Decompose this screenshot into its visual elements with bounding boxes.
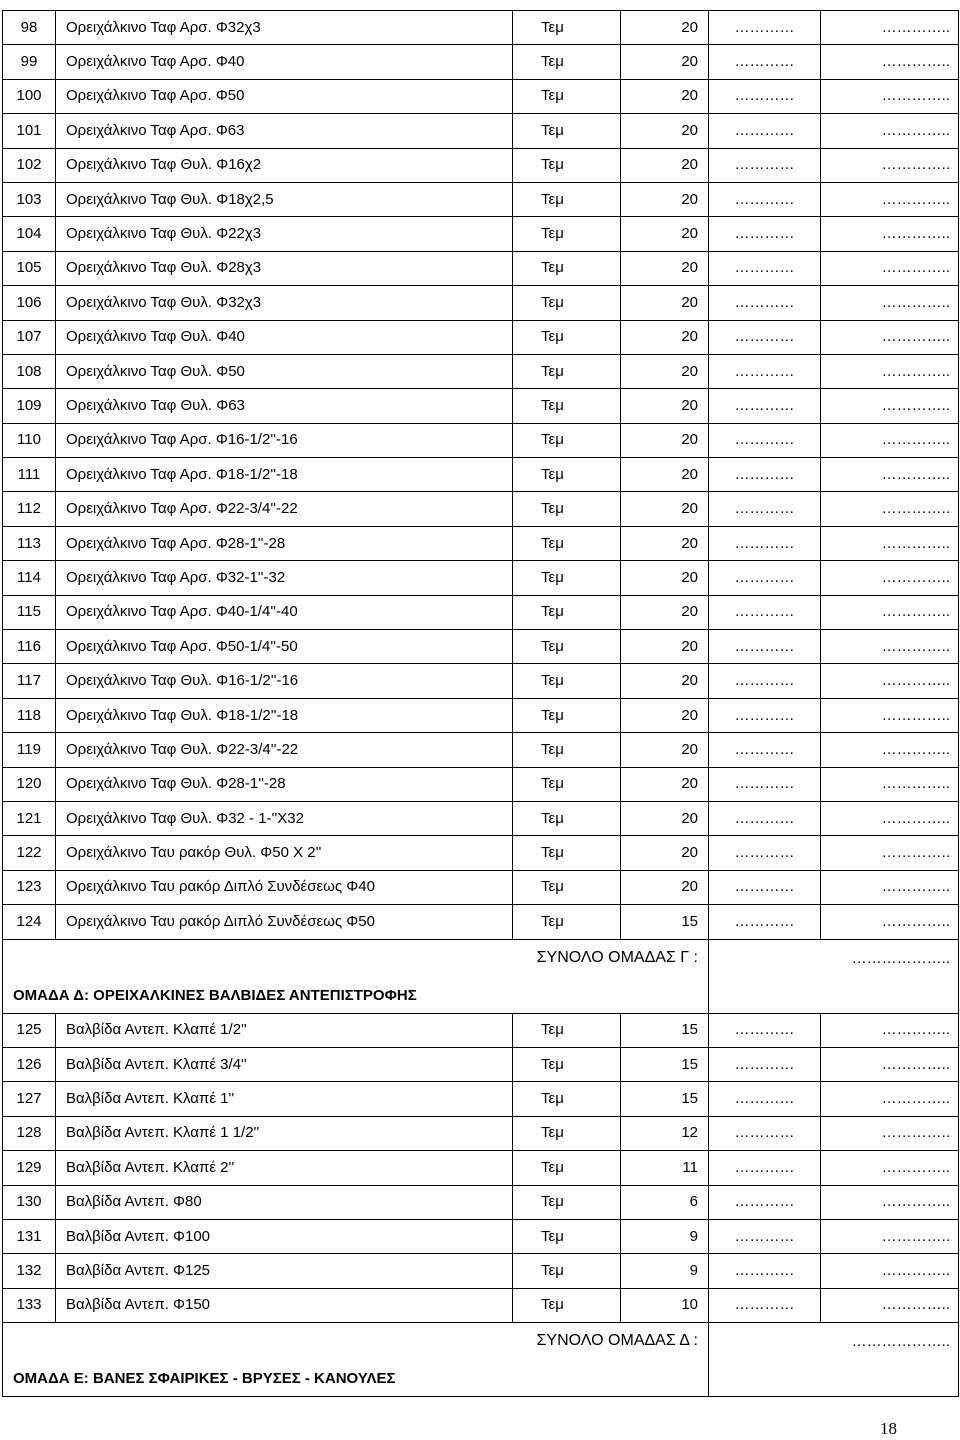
item-total: ………….. bbox=[821, 526, 959, 560]
item-description: Ορειχάλκινο Ταφ Θυλ. Φ18-1/2''-18 bbox=[56, 698, 513, 732]
item-description: Βαλβίδα Αντεπ. Κλαπέ 2'' bbox=[56, 1151, 513, 1185]
group-d-total-value: ……………….. bbox=[709, 1323, 959, 1397]
item-description: Ορειχάλκινο Ταφ Θυλ. Φ63 bbox=[56, 389, 513, 423]
group-d-summary-row bbox=[3, 1323, 959, 1360]
table-row bbox=[3, 1047, 959, 1081]
item-number: 111 bbox=[3, 458, 56, 492]
table-row bbox=[3, 1013, 959, 1047]
item-unit-price: ………… bbox=[709, 836, 821, 870]
item-unit-price: ………… bbox=[709, 114, 821, 148]
item-quantity: 12 bbox=[621, 1116, 709, 1150]
item-unit-price: ………… bbox=[709, 148, 821, 182]
item-quantity: 20 bbox=[621, 458, 709, 492]
item-unit-price: ………… bbox=[709, 217, 821, 251]
item-description: Ορειχάλκινο Ταφ Θυλ. Φ40 bbox=[56, 320, 513, 354]
item-unit: Τεμ bbox=[513, 11, 621, 45]
item-total: ………….. bbox=[821, 45, 959, 79]
item-description: Ορειχάλκινο Ταυ ρακόρ Διπλό Συνδέσεως Φ40 bbox=[56, 870, 513, 904]
item-unit: Τεμ bbox=[513, 630, 621, 664]
item-description: Βαλβίδα Αντεπ. Κλαπέ 3/4'' bbox=[56, 1047, 513, 1081]
item-unit-price: ………… bbox=[709, 1151, 821, 1185]
item-number: 131 bbox=[3, 1219, 56, 1253]
item-unit: Τεμ bbox=[513, 1151, 621, 1185]
group-d-rows bbox=[3, 1013, 959, 1323]
item-unit-price: ………… bbox=[709, 1185, 821, 1219]
item-description: Ορειχάλκινο Ταφ Θυλ. Φ32 - 1-''Χ32 bbox=[56, 801, 513, 835]
table-row bbox=[3, 664, 959, 698]
item-total: ………….. bbox=[821, 664, 959, 698]
item-number: 126 bbox=[3, 1047, 56, 1081]
item-quantity: 15 bbox=[621, 1047, 709, 1081]
item-unit: Τεμ bbox=[513, 1082, 621, 1116]
item-unit: Τεμ bbox=[513, 354, 621, 388]
item-description: Ορειχάλκινο Ταφ Αρσ. Φ50-1/4''-50 bbox=[56, 630, 513, 664]
item-total: ………….. bbox=[821, 561, 959, 595]
item-total: ………….. bbox=[821, 767, 959, 801]
item-quantity: 20 bbox=[621, 320, 709, 354]
item-total: ………….. bbox=[821, 1151, 959, 1185]
group-c-total-value: ……………….. bbox=[709, 939, 959, 1013]
table-row bbox=[3, 1219, 959, 1253]
table-row bbox=[3, 836, 959, 870]
item-number: 114 bbox=[3, 561, 56, 595]
item-total: ………….. bbox=[821, 630, 959, 664]
table-row bbox=[3, 561, 959, 595]
item-unit: Τεμ bbox=[513, 423, 621, 457]
item-description: Ορειχάλκινο Ταφ Αρσ. Φ22-3/4''-22 bbox=[56, 492, 513, 526]
item-unit-price: ………… bbox=[709, 1047, 821, 1081]
item-quantity: 20 bbox=[621, 801, 709, 835]
item-unit: Τεμ bbox=[513, 733, 621, 767]
item-number: 108 bbox=[3, 354, 56, 388]
item-quantity: 15 bbox=[621, 905, 709, 939]
item-number: 112 bbox=[3, 492, 56, 526]
item-number: 123 bbox=[3, 870, 56, 904]
item-unit-price: ………… bbox=[709, 79, 821, 113]
table-row bbox=[3, 354, 959, 388]
item-unit: Τεμ bbox=[513, 870, 621, 904]
item-number: 124 bbox=[3, 905, 56, 939]
item-description: Ορειχάλκινο Ταφ Αρσ. Φ32-1''-32 bbox=[56, 561, 513, 595]
item-description: Ορειχάλκινο Ταφ Θυλ. Φ32χ3 bbox=[56, 286, 513, 320]
item-number: 107 bbox=[3, 320, 56, 354]
item-total: ………….. bbox=[821, 1047, 959, 1081]
item-description: Ορειχάλκινο Ταφ Θυλ. Φ22χ3 bbox=[56, 217, 513, 251]
item-number: 122 bbox=[3, 836, 56, 870]
item-quantity: 20 bbox=[621, 595, 709, 629]
item-quantity: 20 bbox=[621, 767, 709, 801]
item-unit-price: ………… bbox=[709, 458, 821, 492]
item-quantity: 20 bbox=[621, 354, 709, 388]
item-number: 98 bbox=[3, 11, 56, 45]
item-total: ………….. bbox=[821, 1013, 959, 1047]
item-unit-price: ………… bbox=[709, 1082, 821, 1116]
item-description: Βαλβίδα Αντεπ. Κλαπέ 1'' bbox=[56, 1082, 513, 1116]
item-number: 127 bbox=[3, 1082, 56, 1116]
group-c-summary-row bbox=[3, 939, 959, 976]
item-unit-price: ………… bbox=[709, 251, 821, 285]
item-description: Ορειχάλκινο Ταφ Αρσ. Φ28-1''-28 bbox=[56, 526, 513, 560]
item-number: 130 bbox=[3, 1185, 56, 1219]
item-unit-price: ………… bbox=[709, 698, 821, 732]
table-row bbox=[3, 182, 959, 216]
item-quantity: 20 bbox=[621, 11, 709, 45]
item-description: Ορειχάλκινο Ταφ Θυλ. Φ28χ3 bbox=[56, 251, 513, 285]
group-d-footer bbox=[3, 1323, 959, 1397]
item-number: 101 bbox=[3, 114, 56, 148]
table-row bbox=[3, 1185, 959, 1219]
item-number: 116 bbox=[3, 630, 56, 664]
table-row bbox=[3, 1082, 959, 1116]
item-number: 125 bbox=[3, 1013, 56, 1047]
item-description: Ορειχάλκινο Ταφ Θυλ. Φ28-1''-28 bbox=[56, 767, 513, 801]
table-row bbox=[3, 45, 959, 79]
blank-cell bbox=[3, 939, 513, 976]
item-number: 110 bbox=[3, 423, 56, 457]
item-total: ………….. bbox=[821, 458, 959, 492]
item-unit: Τεμ bbox=[513, 801, 621, 835]
item-total: ………….. bbox=[821, 698, 959, 732]
item-quantity: 20 bbox=[621, 870, 709, 904]
table-row bbox=[3, 11, 959, 45]
item-quantity: 20 bbox=[621, 836, 709, 870]
item-number: 99 bbox=[3, 45, 56, 79]
table-row bbox=[3, 492, 959, 526]
table-row bbox=[3, 870, 959, 904]
item-total: ………….. bbox=[821, 1219, 959, 1253]
item-unit: Τεμ bbox=[513, 114, 621, 148]
item-description: Βαλβίδα Αντεπ. Φ150 bbox=[56, 1288, 513, 1322]
table-row bbox=[3, 1116, 959, 1150]
item-number: 105 bbox=[3, 251, 56, 285]
item-number: 129 bbox=[3, 1151, 56, 1185]
item-quantity: 20 bbox=[621, 251, 709, 285]
item-quantity: 9 bbox=[621, 1219, 709, 1253]
item-total: ………….. bbox=[821, 286, 959, 320]
item-description: Ορειχάλκινο Ταφ Αρσ. Φ18-1/2''-18 bbox=[56, 458, 513, 492]
item-description: Βαλβίδα Αντεπ. Κλαπέ 1/2'' bbox=[56, 1013, 513, 1047]
item-total: ………….. bbox=[821, 1288, 959, 1322]
item-description: Ορειχάλκινο Ταφ Θυλ. Φ16-1/2''-16 bbox=[56, 664, 513, 698]
item-number: 106 bbox=[3, 286, 56, 320]
table-row bbox=[3, 733, 959, 767]
item-total: ………….. bbox=[821, 217, 959, 251]
item-number: 121 bbox=[3, 801, 56, 835]
item-unit: Τεμ bbox=[513, 836, 621, 870]
item-total: ………….. bbox=[821, 1254, 959, 1288]
item-unit-price: ………… bbox=[709, 526, 821, 560]
item-total: ………….. bbox=[821, 354, 959, 388]
item-number: 119 bbox=[3, 733, 56, 767]
item-number: 104 bbox=[3, 217, 56, 251]
item-description: Ορειχάλκινο Ταφ Αρσ. Φ63 bbox=[56, 114, 513, 148]
item-total: ………….. bbox=[821, 182, 959, 216]
item-quantity: 20 bbox=[621, 423, 709, 457]
table-row bbox=[3, 801, 959, 835]
item-quantity: 15 bbox=[621, 1013, 709, 1047]
item-quantity: 6 bbox=[621, 1185, 709, 1219]
item-unit-price: ………… bbox=[709, 905, 821, 939]
table-row bbox=[3, 1151, 959, 1185]
item-description: Ορειχάλκινο Ταφ Θυλ. Φ16χ2 bbox=[56, 148, 513, 182]
item-quantity: 20 bbox=[621, 286, 709, 320]
item-number: 132 bbox=[3, 1254, 56, 1288]
item-unit: Τεμ bbox=[513, 664, 621, 698]
item-quantity: 20 bbox=[621, 79, 709, 113]
item-unit-price: ………… bbox=[709, 1116, 821, 1150]
item-total: ………….. bbox=[821, 1082, 959, 1116]
item-unit-price: ………… bbox=[709, 182, 821, 216]
item-unit: Τεμ bbox=[513, 1288, 621, 1322]
table-row bbox=[3, 320, 959, 354]
item-unit: Τεμ bbox=[513, 1013, 621, 1047]
item-unit: Τεμ bbox=[513, 217, 621, 251]
item-total: ………….. bbox=[821, 79, 959, 113]
item-quantity: 20 bbox=[621, 45, 709, 79]
group-c-total-label: ΣΥΝΟΛΟ ΟΜΑΔΑΣ Γ : bbox=[513, 939, 709, 976]
group-c-footer bbox=[3, 939, 959, 1013]
item-unit: Τεμ bbox=[513, 148, 621, 182]
item-total: ………….. bbox=[821, 492, 959, 526]
item-unit-price: ………… bbox=[709, 1219, 821, 1253]
item-total: ………….. bbox=[821, 801, 959, 835]
item-quantity: 20 bbox=[621, 148, 709, 182]
item-unit: Τεμ bbox=[513, 1254, 621, 1288]
table-row bbox=[3, 698, 959, 732]
item-unit: Τεμ bbox=[513, 45, 621, 79]
item-number: 120 bbox=[3, 767, 56, 801]
item-quantity: 20 bbox=[621, 526, 709, 560]
item-number: 118 bbox=[3, 698, 56, 732]
table-row bbox=[3, 767, 959, 801]
item-quantity: 20 bbox=[621, 492, 709, 526]
item-unit: Τεμ bbox=[513, 320, 621, 354]
item-unit: Τεμ bbox=[513, 182, 621, 216]
item-unit-price: ………… bbox=[709, 1288, 821, 1322]
item-unit-price: ………… bbox=[709, 595, 821, 629]
item-total: ………….. bbox=[821, 1185, 959, 1219]
item-number: 133 bbox=[3, 1288, 56, 1322]
item-quantity: 20 bbox=[621, 182, 709, 216]
item-unit: Τεμ bbox=[513, 698, 621, 732]
item-unit: Τεμ bbox=[513, 561, 621, 595]
item-unit: Τεμ bbox=[513, 595, 621, 629]
item-quantity: 20 bbox=[621, 561, 709, 595]
item-unit-price: ………… bbox=[709, 630, 821, 664]
table-row bbox=[3, 1288, 959, 1322]
item-total: ………….. bbox=[821, 114, 959, 148]
item-quantity: 20 bbox=[621, 217, 709, 251]
item-total: ………….. bbox=[821, 11, 959, 45]
item-description: Βαλβίδα Αντεπ. Φ80 bbox=[56, 1185, 513, 1219]
item-unit: Τεμ bbox=[513, 1219, 621, 1253]
item-total: ………….. bbox=[821, 1116, 959, 1150]
item-number: 102 bbox=[3, 148, 56, 182]
item-description: Ορειχάλκινο Ταφ Αρσ. Φ40 bbox=[56, 45, 513, 79]
item-total: ………….. bbox=[821, 251, 959, 285]
item-unit-price: ………… bbox=[709, 423, 821, 457]
item-quantity: 20 bbox=[621, 389, 709, 423]
item-unit: Τεμ bbox=[513, 492, 621, 526]
item-total: ………….. bbox=[821, 423, 959, 457]
item-number: 128 bbox=[3, 1116, 56, 1150]
item-unit: Τεμ bbox=[513, 389, 621, 423]
table-row bbox=[3, 286, 959, 320]
item-unit: Τεμ bbox=[513, 458, 621, 492]
item-total: ………….. bbox=[821, 905, 959, 939]
item-unit: Τεμ bbox=[513, 905, 621, 939]
item-description: Βαλβίδα Αντεπ. Φ125 bbox=[56, 1254, 513, 1288]
table-row bbox=[3, 251, 959, 285]
blank-cell bbox=[3, 1323, 513, 1360]
table-row bbox=[3, 148, 959, 182]
item-unit-price: ………… bbox=[709, 801, 821, 835]
item-description: Ορειχάλκινο Ταφ Θυλ. Φ18χ2,5 bbox=[56, 182, 513, 216]
item-total: ………….. bbox=[821, 870, 959, 904]
item-unit: Τεμ bbox=[513, 1185, 621, 1219]
item-description: Ορειχάλκινο Ταφ Αρσ. Φ50 bbox=[56, 79, 513, 113]
item-unit: Τεμ bbox=[513, 286, 621, 320]
item-quantity: 20 bbox=[621, 664, 709, 698]
group-e-title: ΟΜΑΔΑ Ε: ΒΑΝΕΣ ΣΦΑΙΡΙΚΕΣ - ΒΡΥΣΕΣ - ΚΑΝΟΥΛΕΣ bbox=[3, 1360, 709, 1397]
item-quantity: 9 bbox=[621, 1254, 709, 1288]
item-unit-price: ………… bbox=[709, 561, 821, 595]
table-row bbox=[3, 423, 959, 457]
item-quantity: 20 bbox=[621, 733, 709, 767]
table-row bbox=[3, 905, 959, 939]
item-number: 115 bbox=[3, 595, 56, 629]
item-description: Βαλβίδα Αντεπ. Φ100 bbox=[56, 1219, 513, 1253]
item-description: Ορειχάλκινο Ταφ Αρσ. Φ40-1/4''-40 bbox=[56, 595, 513, 629]
item-total: ………….. bbox=[821, 148, 959, 182]
item-description: Ορειχάλκινο Ταφ Αρσ. Φ16-1/2''-16 bbox=[56, 423, 513, 457]
table-row bbox=[3, 458, 959, 492]
item-number: 113 bbox=[3, 526, 56, 560]
item-number: 117 bbox=[3, 664, 56, 698]
table-row bbox=[3, 630, 959, 664]
group-d-title: ΟΜΑΔΑ Δ: ΟΡΕΙΧΑΛΚΙΝΕΣ ΒΑΛΒΙΔΕΣ ΑΝΤΕΠΙΣΤΡΟΦΗΣ bbox=[3, 976, 709, 1013]
table-row bbox=[3, 595, 959, 629]
item-unit-price: ………… bbox=[709, 286, 821, 320]
table-row bbox=[3, 1254, 959, 1288]
table-row bbox=[3, 389, 959, 423]
item-total: ………….. bbox=[821, 389, 959, 423]
item-quantity: 15 bbox=[621, 1082, 709, 1116]
price-table bbox=[2, 10, 959, 1397]
page-number: 18 bbox=[880, 1419, 897, 1438]
item-number: 109 bbox=[3, 389, 56, 423]
item-number: 100 bbox=[3, 79, 56, 113]
item-unit: Τεμ bbox=[513, 1047, 621, 1081]
item-quantity: 20 bbox=[621, 114, 709, 148]
item-unit-price: ………… bbox=[709, 1254, 821, 1288]
item-number: 103 bbox=[3, 182, 56, 216]
item-total: ………….. bbox=[821, 836, 959, 870]
item-unit-price: ………… bbox=[709, 354, 821, 388]
item-unit: Τεμ bbox=[513, 251, 621, 285]
group-d-total-label: ΣΥΝΟΛΟ ΟΜΑΔΑΣ Δ : bbox=[513, 1323, 709, 1360]
item-unit-price: ………… bbox=[709, 45, 821, 79]
item-unit-price: ………… bbox=[709, 320, 821, 354]
item-unit: Τεμ bbox=[513, 79, 621, 113]
item-description: Ορειχάλκινο Ταυ ρακόρ Διπλό Συνδέσεως Φ50 bbox=[56, 905, 513, 939]
group-c-rows bbox=[3, 11, 959, 940]
item-unit-price: ………… bbox=[709, 870, 821, 904]
item-total: ………….. bbox=[821, 320, 959, 354]
item-description: Βαλβίδα Αντεπ. Κλαπέ 1 1/2'' bbox=[56, 1116, 513, 1150]
item-unit-price: ………… bbox=[709, 664, 821, 698]
table-row bbox=[3, 526, 959, 560]
table-row bbox=[3, 217, 959, 251]
item-total: ………….. bbox=[821, 595, 959, 629]
item-quantity: 20 bbox=[621, 698, 709, 732]
item-total: ………….. bbox=[821, 733, 959, 767]
item-unit-price: ………… bbox=[709, 733, 821, 767]
item-unit-price: ………… bbox=[709, 492, 821, 526]
item-description: Ορειχάλκινο Ταυ ρακόρ Θυλ. Φ50 Χ 2'' bbox=[56, 836, 513, 870]
item-description: Ορειχάλκινο Ταφ Θυλ. Φ50 bbox=[56, 354, 513, 388]
item-unit-price: ………… bbox=[709, 767, 821, 801]
item-quantity: 20 bbox=[621, 630, 709, 664]
item-unit: Τεμ bbox=[513, 526, 621, 560]
table-row bbox=[3, 79, 959, 113]
item-unit: Τεμ bbox=[513, 767, 621, 801]
item-description: Ορειχάλκινο Ταφ Θυλ. Φ22-3/4''-22 bbox=[56, 733, 513, 767]
item-unit-price: ………… bbox=[709, 11, 821, 45]
item-quantity: 10 bbox=[621, 1288, 709, 1322]
item-unit: Τεμ bbox=[513, 1116, 621, 1150]
item-unit-price: ………… bbox=[709, 389, 821, 423]
item-quantity: 11 bbox=[621, 1151, 709, 1185]
item-unit-price: ………… bbox=[709, 1013, 821, 1047]
item-description: Ορειχάλκινο Ταφ Αρσ. Φ32χ3 bbox=[56, 11, 513, 45]
table-row bbox=[3, 114, 959, 148]
